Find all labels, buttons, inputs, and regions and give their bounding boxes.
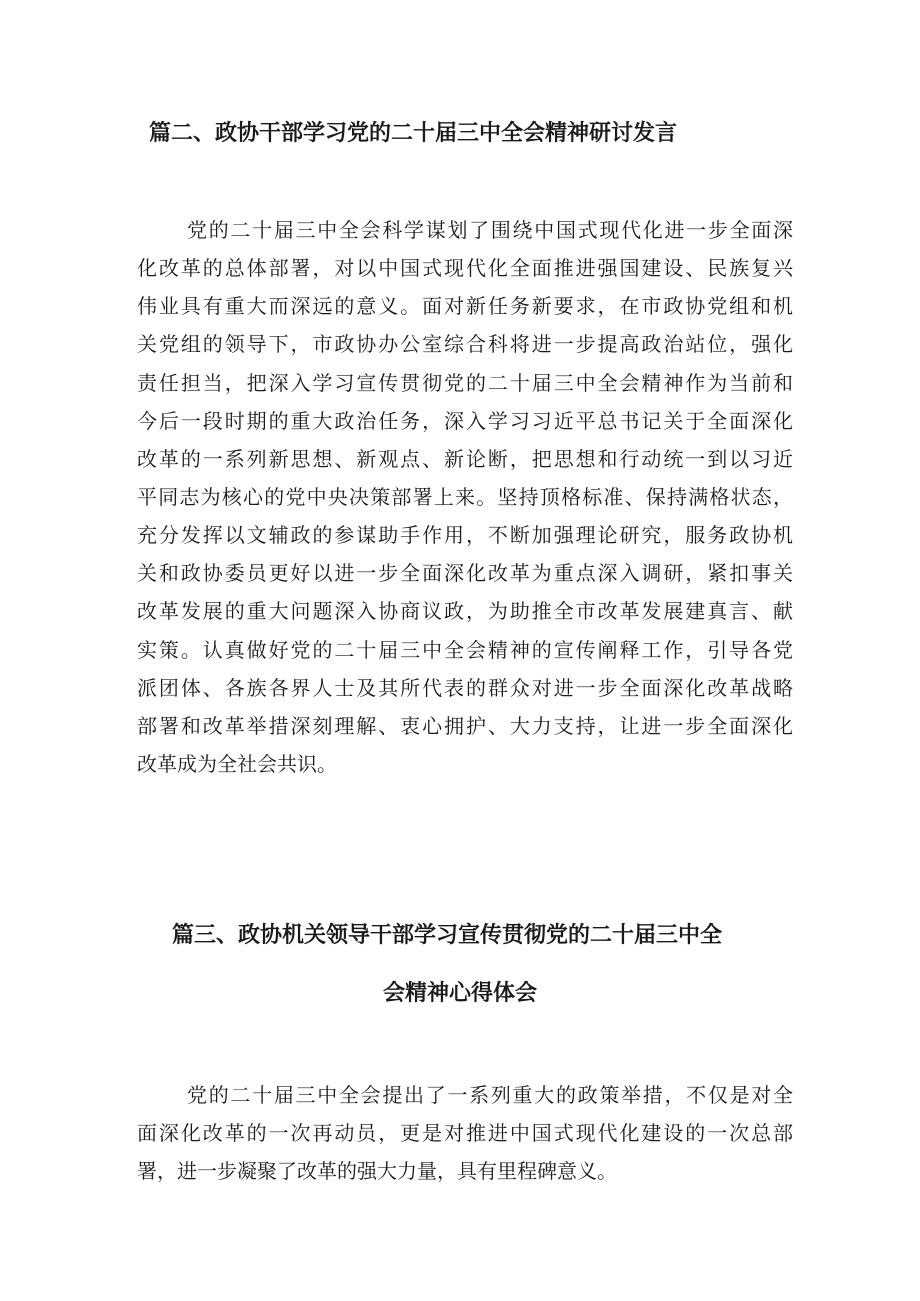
paragraph-line: 改革的一系列新思想、新观点、新论断，把思想和行动统一到以习近 — [137, 446, 793, 471]
paragraph-line: 责任担当，把深入学习宣传贯彻党的二十届三中全会精神作为当前和 — [137, 370, 793, 395]
section-3-heading-line-1: 篇三、政协机关领导干部学习宣传贯彻党的二十届三中全 — [172, 923, 723, 948]
paragraph-line: 党的二十届三中全会提出了一系列重大的政策举措，不仅是对全 — [187, 1083, 793, 1107]
section-2-heading: 篇二、政协干部学习党的二十届三中全会精神研讨发言 — [149, 121, 678, 146]
paragraph-line: 关党组的领导下，市政协办公室综合科将进一步提高政治站位，强化 — [137, 332, 793, 357]
paragraph-line: 伟业具有重大而深远的意义。面对新任务新要求，在市政协党组和机 — [137, 294, 793, 319]
paragraph-line: 署，进一步凝聚了改革的强大力量，具有里程碑意义。 — [137, 1159, 617, 1184]
paragraph-line: 党的二十届三中全会科学谋划了围绕中国式现代化进一步全面深 — [187, 218, 793, 242]
paragraph-line: 实策。认真做好党的二十届三中全会精神的宣传阐释工作，引导各党 — [137, 637, 793, 662]
section-2-paragraph — [137, 211, 793, 783]
paragraph-line: 充分发挥以文辅政的参谋助手作用，不断加强理论研究，服务政协机 — [137, 523, 793, 548]
paragraph-line: 改革成为全社会共识。 — [137, 751, 337, 776]
paragraph-line: 今后一段时期的重大政治任务，深入学习习近平总书记关于全面深化 — [137, 408, 793, 433]
paragraph-line: 关和政协委员更好以进一步全面深化改革为重点深入调研，紧扣事关 — [137, 561, 793, 586]
section-3-heading-line-2: 会精神心得体会 — [383, 981, 538, 1006]
paragraph-line: 部署和改革举措深刻理解、衷心拥护、大力支持，让进一步全面深化 — [137, 713, 793, 738]
paragraph-line: 化改革的总体部署，对以中国式现代化全面推进强国建设、民族复兴 — [137, 256, 793, 281]
paragraph-line: 改革发展的重大问题深入协商议政，为助推全市改革发展建真言、献 — [137, 599, 793, 624]
paragraph-line: 平同志为核心的党中央决策部署上来。坚持顶格标准、保持满格状态， — [137, 484, 793, 509]
paragraph-line: 面深化改革的一次再动员，更是对推进中国式现代化建设的一次总部 — [137, 1121, 793, 1146]
section-3-paragraph — [137, 1076, 793, 1190]
paragraph-line: 派团体、各族各界人士及其所代表的群众对进一步全面深化改革战略 — [137, 675, 793, 700]
